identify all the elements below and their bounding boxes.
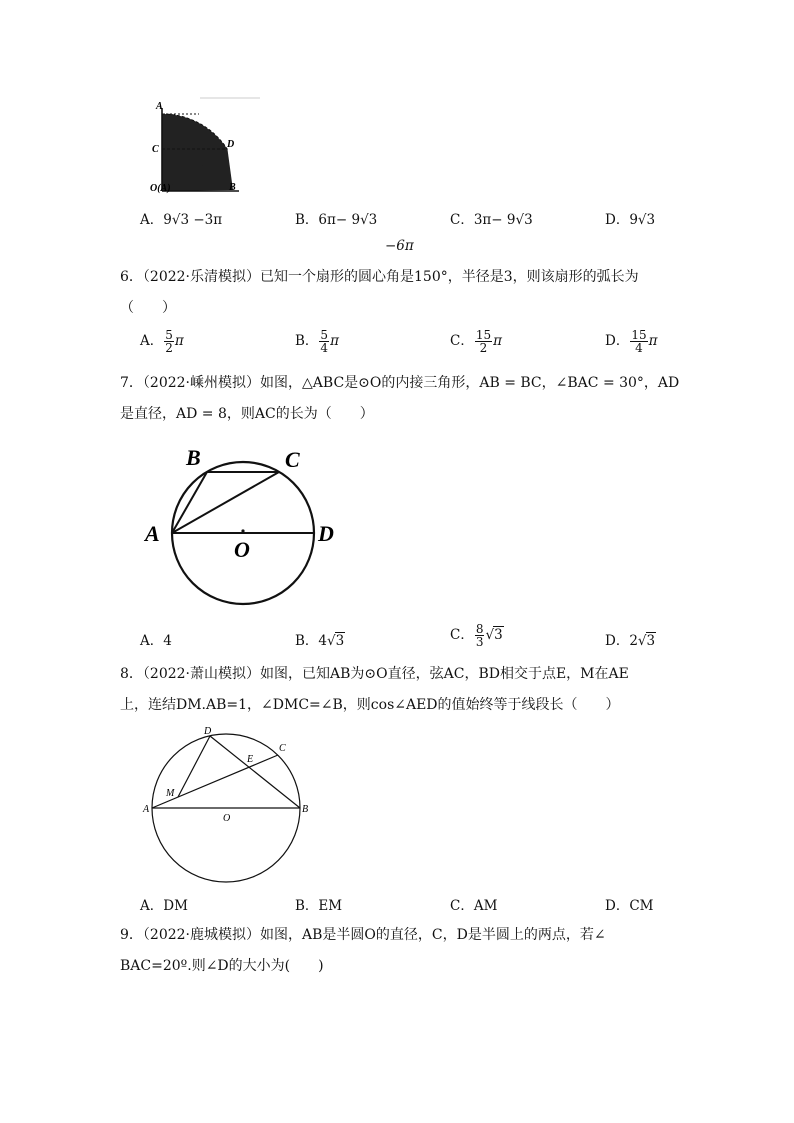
option-letter: A． — [140, 333, 164, 349]
option-text: 9√3 — [629, 212, 656, 228]
fraction — [630, 329, 647, 354]
option-letter: B． — [295, 898, 319, 914]
numerator: 5 — [320, 328, 329, 342]
q5-option-a[interactable] — [140, 208, 222, 228]
q7-figure — [140, 440, 350, 610]
q7-label-o: O — [234, 537, 250, 562]
denominator: 4 — [635, 341, 643, 355]
q8-label-b: B — [302, 804, 309, 815]
q8-option-c[interactable] — [450, 894, 497, 914]
fraction — [475, 329, 492, 354]
option-letter: C． — [450, 627, 474, 643]
option-letter: C． — [450, 212, 474, 228]
q7-label-a: A — [145, 521, 160, 546]
option-letter: A． — [140, 898, 164, 914]
q6-option-c[interactable] — [450, 329, 502, 354]
option-text: CM — [629, 898, 654, 914]
q5-option-d-continued: −6π — [385, 238, 414, 254]
option-letter: D． — [605, 898, 630, 914]
pi-symbol: π — [493, 333, 502, 349]
q6-answer-blank: （ ） — [120, 300, 176, 316]
q7-label-d: D — [318, 521, 334, 546]
denominator: 4 — [320, 341, 329, 355]
q6-option-a[interactable] — [140, 329, 184, 354]
question-text: 已知一个扇形的圆心角是150°，半径是3，则该扇形的弧长为 — [260, 269, 639, 285]
option-letter: A． — [140, 633, 164, 649]
option-letter: A． — [140, 212, 164, 228]
numerator: 15 — [475, 328, 492, 342]
denominator: 2 — [479, 341, 488, 355]
question-text: 如图，AB是半圆O的直径，C，D是半圆上的两点，若∠ — [260, 927, 606, 943]
q8-label-e: E — [247, 754, 254, 765]
coefficient: 2 — [629, 633, 638, 649]
option-text: DM — [163, 898, 188, 914]
q8-figure — [138, 722, 328, 892]
question-source: （2022·乐清模拟） — [142, 269, 261, 285]
q5-label-b: B — [229, 182, 236, 193]
q6-stem — [120, 268, 639, 286]
question-text: 如图，已知AB为⊙O直径，弦AC，BD相交于点E，M在AE — [260, 666, 629, 682]
q7-center-point — [241, 529, 244, 532]
q6-option-d[interactable] — [605, 329, 657, 354]
radicand: 3 — [646, 633, 656, 649]
radicand: 3 — [335, 633, 345, 649]
q5-label-c: C — [152, 144, 159, 155]
option-text: EM — [318, 898, 343, 914]
fraction — [475, 623, 485, 648]
q8-label-o: O — [223, 813, 231, 824]
coefficient: 4 — [318, 633, 328, 649]
option-text: 9√3 −3π — [163, 212, 223, 228]
numerator: 8 — [475, 622, 484, 636]
question-number: 9． — [120, 927, 143, 943]
numerator: 15 — [631, 328, 647, 342]
pi-symbol: π — [330, 333, 339, 349]
option-letter: B． — [295, 212, 319, 228]
fraction — [164, 329, 174, 354]
option-text: 4 — [163, 633, 172, 649]
q7-option-c[interactable]: C． $\frac{8}{3}$ √3 — [450, 622, 503, 649]
q9-stem-line1 — [120, 926, 606, 944]
q8-label-c: C — [279, 743, 286, 754]
option-letter: D． — [605, 633, 630, 649]
q7-option-d[interactable]: D．2√3 — [605, 633, 656, 649]
q8-segment-dm — [178, 736, 210, 797]
q8-option-a[interactable] — [140, 894, 188, 914]
q7-chord-ac — [172, 472, 279, 533]
q5-label-d: D — [227, 139, 235, 150]
q9-stem-line2: BAC=20º.则∠D的大小为( ) — [120, 958, 324, 974]
option-text: AM — [473, 898, 498, 914]
radicand: 3 — [494, 627, 503, 643]
q7-stem-line2: 是直径，AD = 8，则AC的长为（ ） — [120, 406, 374, 422]
question-source: （2022·萧山模拟） — [142, 666, 261, 682]
q6-option-b[interactable] — [295, 329, 339, 354]
question-number: 6． — [120, 269, 143, 285]
option-letter: B． — [295, 633, 319, 649]
q5-option-d[interactable] — [605, 208, 655, 228]
fraction — [319, 329, 329, 354]
option-letter: D． — [605, 212, 630, 228]
q8-stem-line2: 上，连结DM.AB=1，∠DMC=∠B，则cos∠AED的值始终等于线段长（ ） — [120, 697, 620, 713]
option-text: 6π− 9√3 — [318, 212, 378, 228]
question-source: （2022·鹿城模拟） — [142, 927, 261, 943]
q7-option-b[interactable]: B．4√3 — [295, 633, 345, 649]
q8-option-d[interactable] — [605, 894, 653, 914]
pi-symbol: π — [648, 333, 658, 349]
q5-option-b[interactable] — [295, 208, 377, 228]
q8-chord-ac — [152, 755, 278, 808]
question-number: 7． — [120, 375, 143, 391]
q5-label-oa: O(A) — [150, 183, 171, 194]
q8-label-d: D — [204, 726, 212, 737]
question-number: 8． — [120, 666, 143, 682]
q7-option-a[interactable] — [140, 629, 172, 649]
q7-label-c: C — [285, 447, 300, 472]
q8-chord-bd — [210, 736, 300, 808]
q5-option-c[interactable] — [450, 208, 533, 228]
pi-symbol: π — [174, 333, 184, 349]
q8-label-m: M — [166, 788, 175, 799]
option-letter: C． — [450, 333, 474, 349]
q5-label-a: A — [156, 101, 163, 112]
denominator: 2 — [165, 341, 173, 355]
question-source: （2022·嵊州模拟） — [142, 375, 261, 391]
numerator: 5 — [165, 328, 173, 342]
question-text: 如图，△ABC是⊙O的内接三角形，AB = BC，∠BAC = 30°，AD — [260, 375, 680, 391]
q8-label-a: A — [143, 804, 150, 815]
option-text: 3π− 9√3 — [473, 212, 533, 228]
option-letter: C． — [450, 898, 474, 914]
option-letter: B． — [295, 333, 319, 349]
q8-option-b[interactable] — [295, 894, 342, 914]
q8-stem-line1 — [120, 665, 629, 683]
q7-label-b: B — [186, 445, 201, 470]
q5-figure — [140, 92, 265, 197]
option-letter: D． — [605, 333, 630, 349]
q7-stem-line1 — [120, 374, 679, 392]
denominator: 3 — [475, 635, 484, 649]
